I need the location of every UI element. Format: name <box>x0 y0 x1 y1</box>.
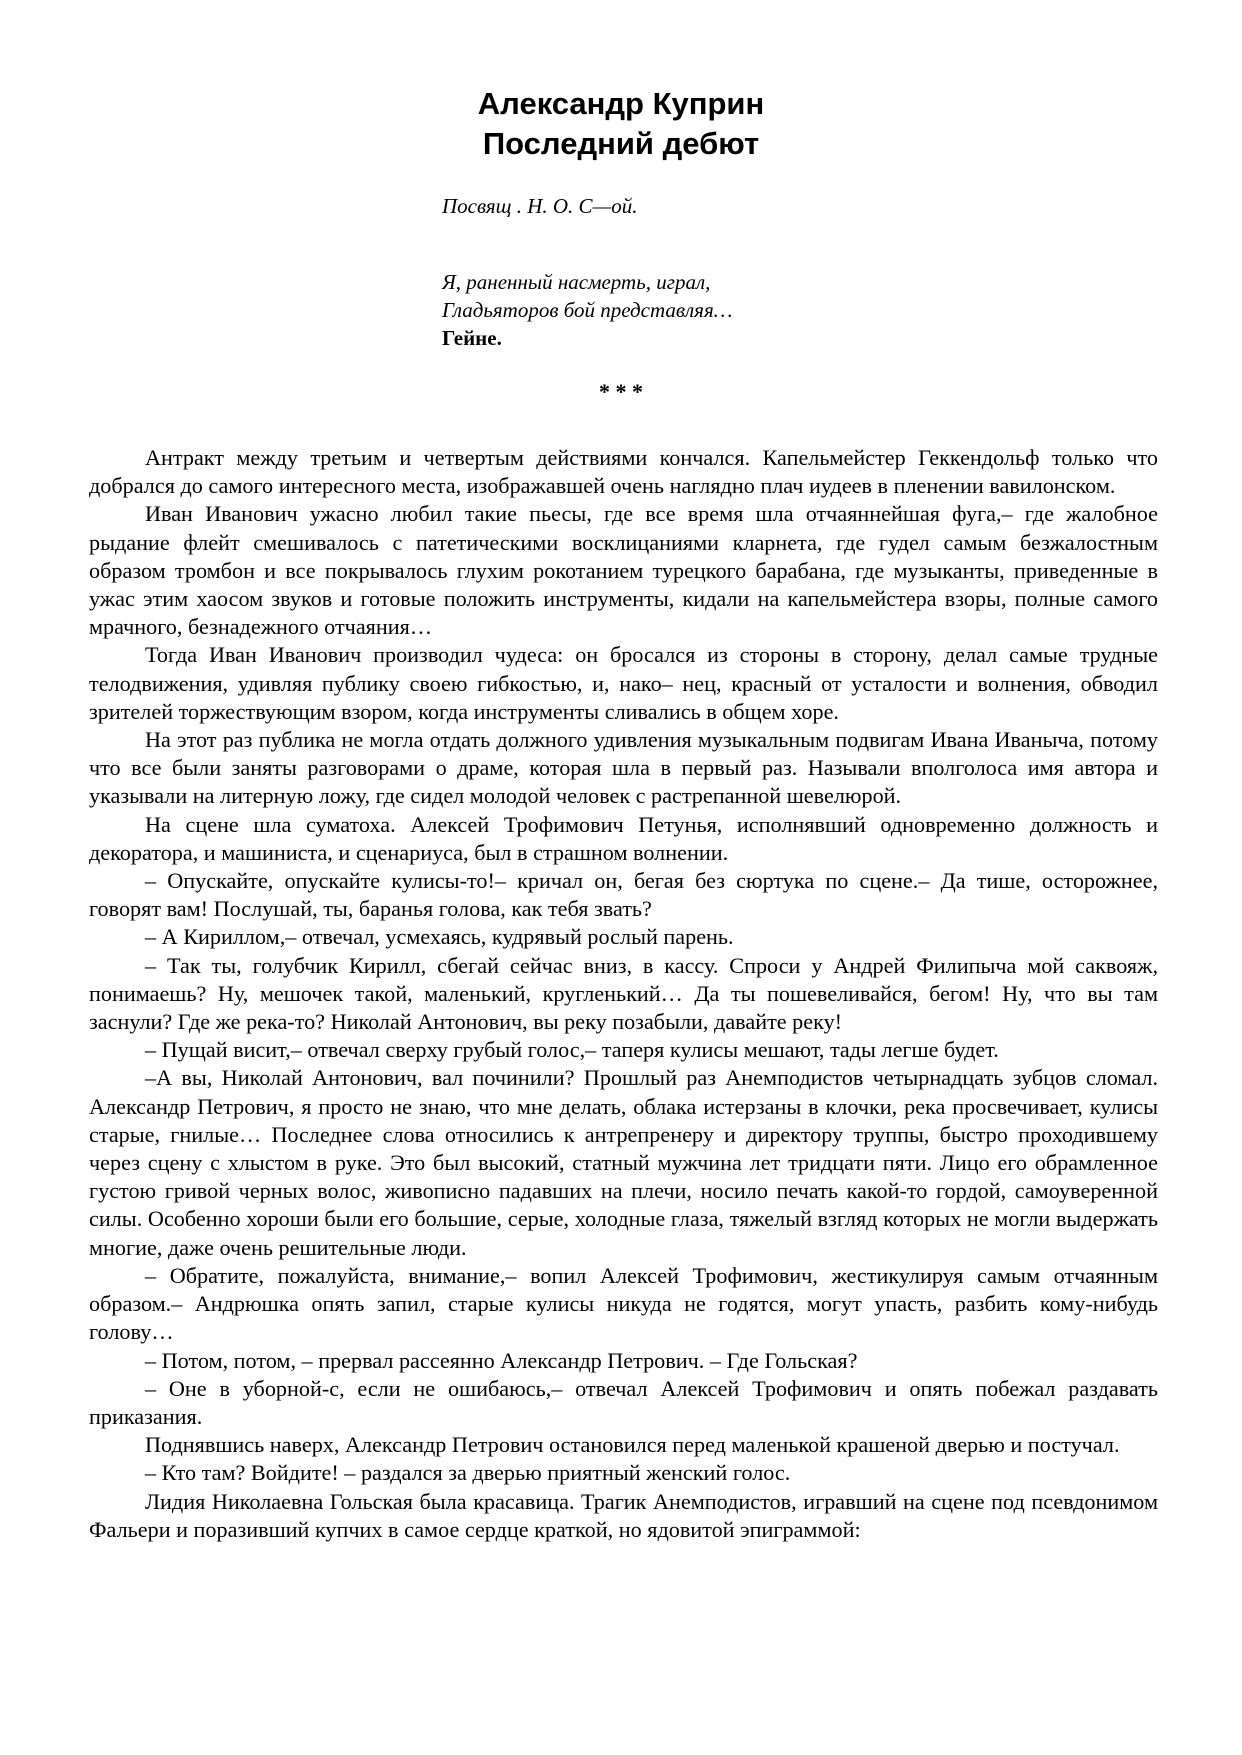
epigraph <box>442 268 732 352</box>
paragraph: –А вы, Николай Антонович, вал починили? Прошлый раз Анемподистов четырнадцать зубцов сломал. Александр Петрович, я просто не знаю, что мне делать, облака истерзаны в клочки, река просвечивает, кулисы старые, гнилые… Последнее слова относились к антрепренеру и директору труппы, быстро проходившему через сцену с хлыстом в руке. Это был высокий, статный мужчина лет тридцати пяти. Лицо его обрамленное густою гривой черных волос, живописно падавших на плечи, носило печать какой-то гордой, самоуверенной силы. Особенно хороши были его большие, серые, холодные глаза, тяжелый взгляд которых не могли выдержать многие, даже очень решительные люди. <box>89 1065 1158 1260</box>
dedication: Посвящ . Н. О. С—ой. <box>442 194 638 218</box>
paragraph: Лидия Николаевна Гольская была красавица. Трагик Анемподистов, игравший на сцене под псевдонимом Фальери и поразивший купчих в самое сердце краткой, но ядовитой эпиграммой: <box>89 1488 1158 1542</box>
author-name: Александр Куприн <box>477 86 765 121</box>
paragraph: Тогда Иван Иванович производил чудеса: он бросался из стороны в сторону, делал самые трудные телодвижения, удивляя публику своею гибкостью, и, нако– нец, красный от усталости и волнения, обводил зрителей торжествующим взором, когда инструменты сливались в общем хоре. <box>89 642 1158 724</box>
paragraph: – А Кириллом,– отвечал, усмехаясь, кудрявый рослый парень. <box>145 924 734 950</box>
epigraph-line: Я, раненный насмерть, играл, <box>442 270 711 294</box>
paragraph: На сцене шла суматоха. Алексей Трофимович Петунья, исполнявший одновременно должность и декоратора, и машиниста, и сценариуса, был в страшном волнении. <box>89 811 1158 865</box>
paragraph: – Пущай висит,– отвечал сверху грубый голос,– таперя кулисы мешают, тады легше будет. <box>145 1037 999 1063</box>
paragraph: – Потом, потом, – прервал рассеянно Александр Петрович. – Где Гольская? <box>145 1347 858 1373</box>
paragraph: – Оне в уборной-с, если не ошибаюсь,– отвечал Алексей Трофимович и опять побежал раздавать приказания. <box>89 1375 1158 1429</box>
epigraph-author: Гейне. <box>442 326 502 350</box>
work-title: Последний дебют <box>482 126 760 161</box>
title-block <box>0 84 1242 164</box>
paragraph: – Опускайте, опускайте кулисы-то!– кричал он, бегая без сюртука по сцене.– Да тише, осторожнее, говорят вам! Послушай, ты, баранья голова, как тебя звать? <box>89 868 1158 922</box>
body-text <box>89 444 1158 1544</box>
paragraph: Иван Иванович ужасно любил такие пьесы, где все время шла отчаяннейшая фуга,– где жалобное рыдание флейт смешивалось с патетическими восклицаниями кларнета, где гудел самым безжалостным образом тромбон и все покрывалось глухим рокотанием турецкого барабана, где музыканты, приведенные в ужас этим хаосом звуков и готовые положить инструменты, кидали на капельмейстера взоры, полные самого мрачного, безнадежного отчаяния… <box>89 501 1158 640</box>
paragraph: На этот раз публика не могла отдать должного удивления музыкальным подвигам Ивана Иваныча, потому что все были заняты разговорами о драме, которая шла в первый раз. Называли вполголоса имя автора и указывали на литерную ложу, где сидел молодой человек с растрепанной шевелюрой. <box>89 727 1158 809</box>
epigraph-line: Гладьяторов бой представляя… <box>442 298 733 322</box>
paragraph: Поднявшись наверх, Александр Петрович остановился перед маленькой крашеной дверью и постучал. <box>145 1432 1120 1458</box>
section-separator: * * * <box>599 379 643 404</box>
paragraph: – Так ты, голубчик Кирилл, сбегай сейчас вниз, в кассу. Спроси у Андрей Филипыча мой саквояж, понимаешь? Ну, мешочек такой, маленький, кругленький… Да ты пошевеливайся, бегом! Ну, что вы там заснули? Где же река-то? Николай Антонович, вы реку позабыли, давайте реку! <box>89 952 1158 1035</box>
paragraph: – Кто там? Войдите! – раздался за дверью приятный женский голос. <box>145 1460 791 1486</box>
paragraph: – Обратите, пожалуйста, внимание,– вопил Алексей Трофимович, жестикулируя самым отчаянным образом.– Андрюшка опять запил, старые кулисы никуда не годятся, могут упасть, разбить кому-нибудь голову… <box>89 1262 1158 1345</box>
paragraph: Антракт между третьим и четвертым действиями кончался. Капельмейстер Геккендольф только что добрался до самого интересного места, изображавшей очень наглядно плач иудеев в пленении вавилонском. <box>89 445 1158 499</box>
